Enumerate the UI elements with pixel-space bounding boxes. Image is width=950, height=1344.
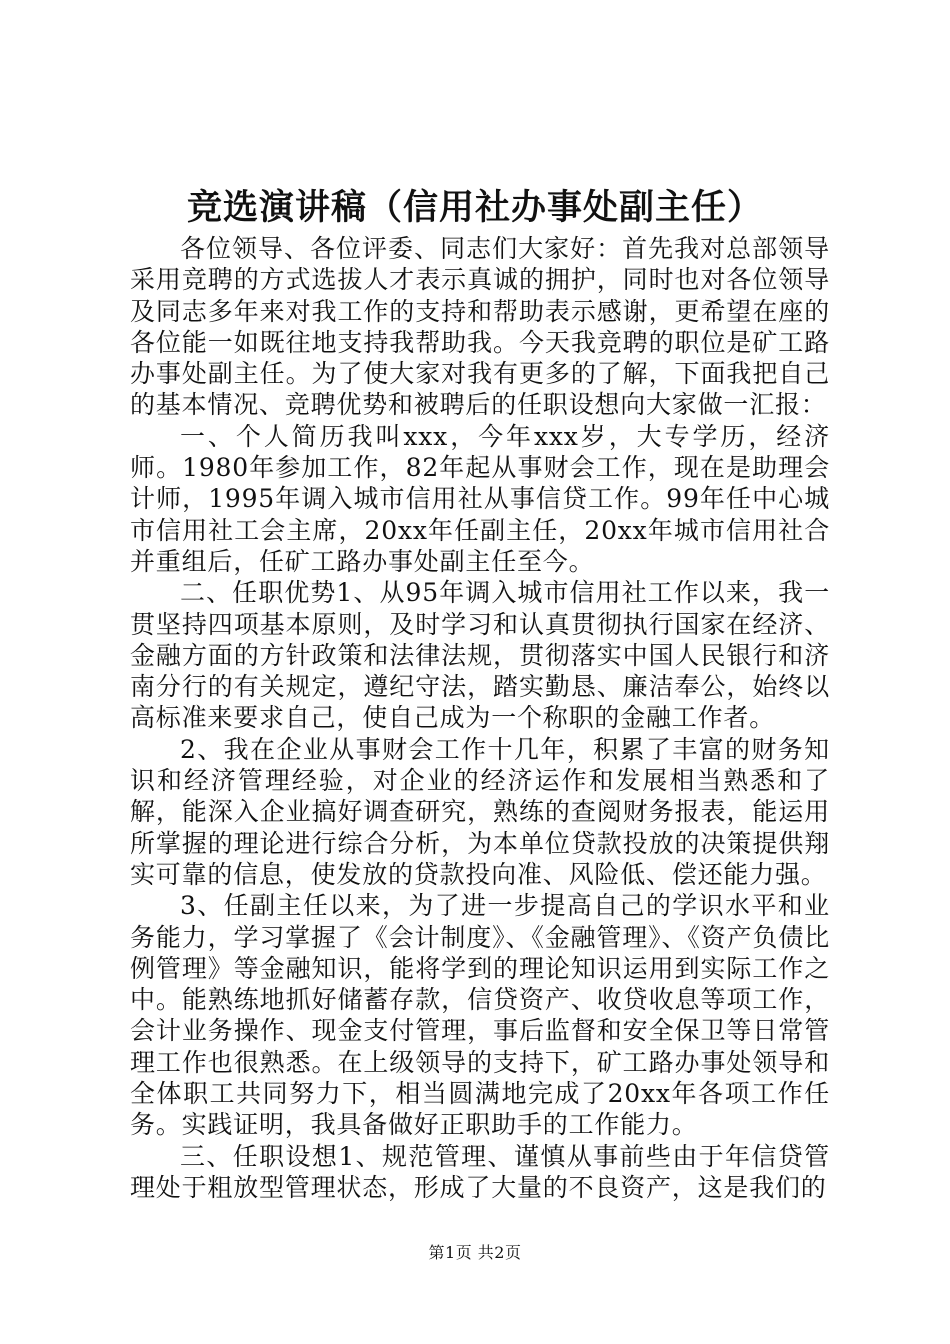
- document-body: [130, 233, 830, 1203]
- document-title: 竞选演讲稿（信用社办事处副主任）: [186, 187, 763, 228]
- paragraph-advantage-3: 3、任副主任以来，为了进一步提高自己的学识水平和业务能力，学习掌握了《会计制度》、《金融管理》、《资产负债比例管理》等金融知识，能将学到的理论知识运用到实际工作之中。能熟练地抓好储蓄存款，信贷资产、收贷收息等项工作，会计业务操作、现金支付管理，事后监督和安全保卫等日常管理工作也很熟悉。在上级领导的支持下，矿工路办事处领导和全体职工共同努力下，相当圆满地完成了20xx年各项工作任务。实践证明，我具备做好正职助手的工作能力。: [130, 891, 830, 1140]
- paragraph-resume: 一、个人简历我叫xxx，今年xxx岁，大专学历，经济师。1980年参加工作，82年起从事财会工作，现在是助理会计师，1995年调入城市信用社从事信贷工作。99年任中心城市信用社工会主席，20xx年任副主任，20xx年城市信用社合并重组后，任矿工路办事处副主任至今。: [130, 421, 830, 576]
- paragraph-greeting: 各位领导、各位评委、同志们大家好：首先我对总部领导采用竞聘的方式选拔人才表示真诚的拥护，同时也对各位领导及同志多年来对我工作的支持和帮助表示感谢，更希望在座的各位能一如既往地支持我帮助我。今天我竞聘的职位是矿工路办事处副主任。为了使大家对我有更多的了解，下面我把自己的基本情况、竞聘优势和被聘后的任职设想向大家做一汇报：: [130, 234, 830, 420]
- paragraph-advantage-2: 2、我在企业从事财会工作十几年，积累了丰富的财务知识和经济管理经验，对企业的经济运作和发展相当熟悉和了解，能深入企业搞好调查研究，熟练的查阅财务报表，能运用所掌握的理论进行综合分析，为本单位贷款投放的决策提供翔实可靠的信息，使发放的贷款投向准、风险低、偿还能力强。: [130, 734, 830, 889]
- paragraph-advantage-1: 二、任职优势1、从95年调入城市信用社工作以来，我一贯坚持四项基本原则，及时学习和认真贯彻执行国家在经济、金融方面的方针政策和法律法规，贯彻落实中国人民银行和济南分行的有关规定，遵纪守法，踏实勤恳、廉洁奉公，始终以高标准来要求自己，使自己成为一个称职的金融工作者。: [130, 578, 830, 733]
- paragraph-plan: 三、任职设想1、规范管理、谨慎从事前些由于年信贷管理处于粗放型管理状态，形成了大量的不良资产，这是我们的: [130, 1141, 830, 1202]
- page-footer: 第1页 共2页: [428, 1243, 522, 1262]
